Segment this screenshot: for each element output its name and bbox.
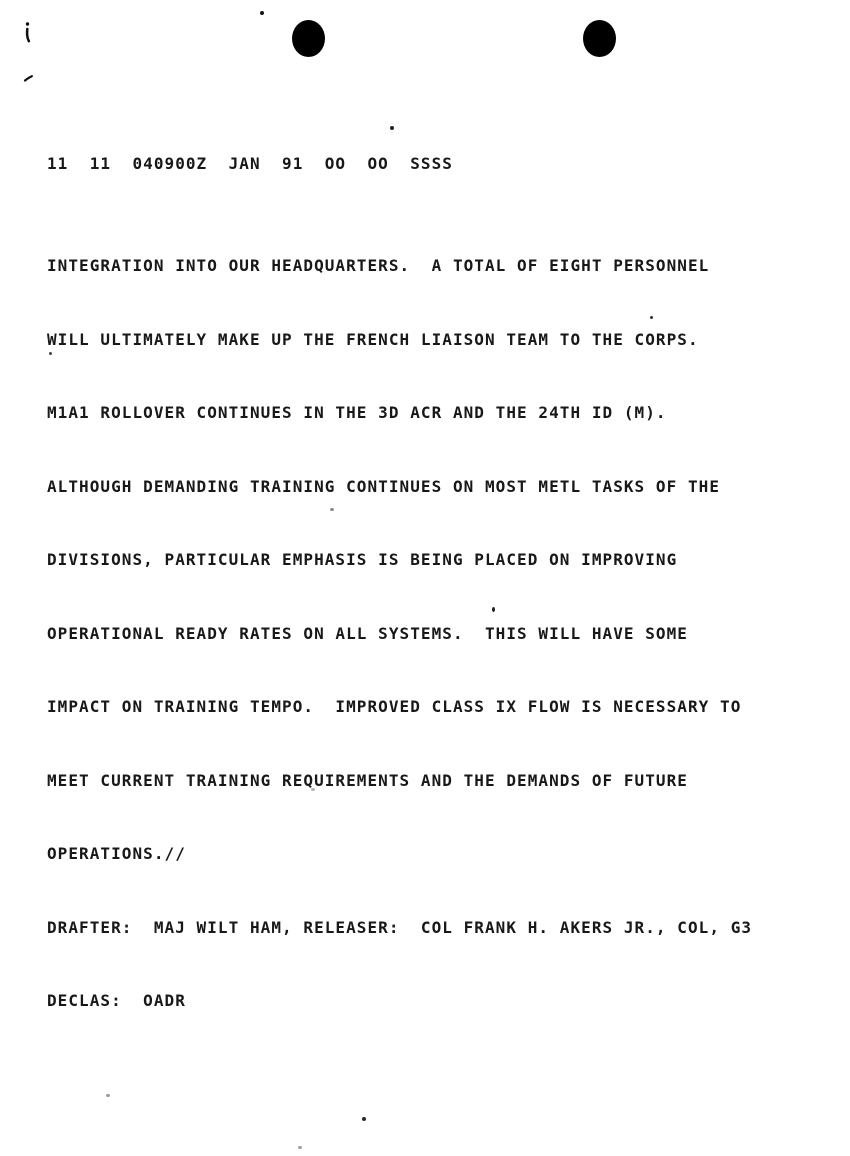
scan-speck: [260, 11, 264, 15]
handwritten-pen-mark: [0, 0, 60, 100]
message-line: MEET CURRENT TRAINING REQUIREMENTS AND THE DEMANDS OF FUTURE: [47, 770, 688, 790]
message-header-line: 11 11 040900Z JAN 91 OO OO SSSS: [47, 154, 453, 173]
scan-speck: [390, 126, 394, 130]
message-line: DIVISIONS, PARTICULAR EMPHASIS IS BEING PLACED ON IMPROVING: [47, 550, 678, 569]
hole-punch-icon: [583, 20, 616, 57]
scan-speck: [362, 1117, 366, 1121]
message-line: IMPACT ON TRAINING TEMPO. IMPROVED CLASS IX FLOW IS NECESSARY TO: [47, 697, 742, 716]
message-end-line: OPERATIONS.//: [47, 844, 186, 863]
message-body: [47, 210, 752, 1057]
declas-line: DECLAS: OADR: [47, 991, 186, 1010]
message-line: INTEGRATION INTO OUR HEADQUARTERS. A TOTAL OF EIGHT PERSONNEL: [47, 256, 710, 275]
message-line: WILL ULTIMATELY MAKE UP THE FRENCH LIAISON TEAM TO THE CORPS.: [47, 329, 699, 349]
scan-speck: [106, 1094, 110, 1097]
message-line: M1A1 ROLLOVER CONTINUES IN THE 3D ACR AND THE 24TH ID (M).: [47, 403, 667, 422]
drafter-releaser-line: DRAFTER: MAJ WILT HAM, RELEASER: COL FRANK H. AKERS JR., COL, G3: [47, 917, 753, 937]
scan-speck: [298, 1146, 302, 1149]
message-line: OPERATIONAL READY RATES ON ALL SYSTEMS. THIS WILL HAVE SOME: [47, 623, 688, 643]
hole-punch-icon: [292, 20, 325, 57]
message-line: ALTHOUGH DEMANDING TRAINING CONTINUES ON MOST METL TASKS OF THE: [47, 476, 721, 496]
